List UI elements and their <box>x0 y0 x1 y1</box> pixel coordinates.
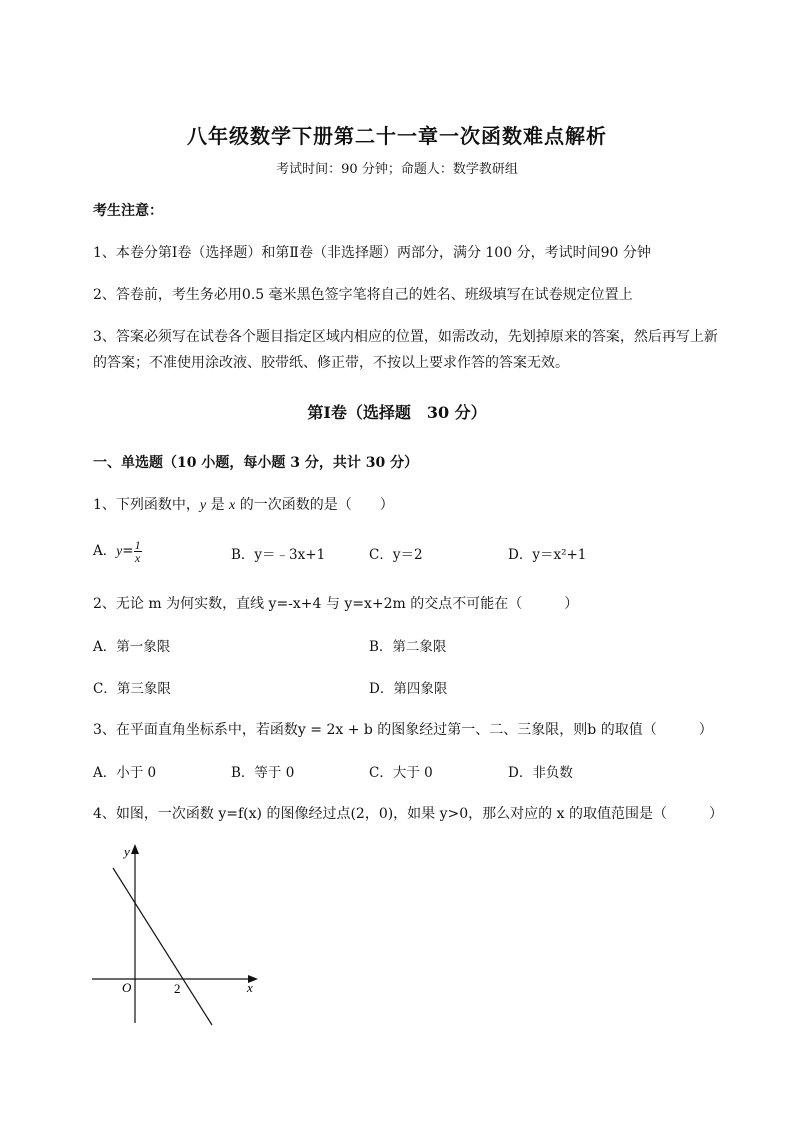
q2-option-b: B．第二象限 <box>369 639 447 655</box>
q1-option-b <box>231 543 325 563</box>
q3-option-a: A．小于 0 <box>93 765 157 781</box>
q1-option-a-eq: = <box>122 543 134 559</box>
y-axis-arrow <box>131 844 139 854</box>
q1-option-a-label: A． <box>93 543 117 559</box>
q1-option-c-text: y＝2 <box>392 547 423 563</box>
q3-option-d: D．非负数 <box>508 765 573 781</box>
part-heading: 一、单选题（10 小题，每小题 3 分，共计 30 分） <box>93 455 419 471</box>
q3-option-c: C．大于 0 <box>369 765 433 781</box>
q1-option-b-text: y＝﹣3x+1 <box>254 547 326 563</box>
question-1-stem <box>93 494 394 514</box>
q1-option-d-text: y＝x²+1 <box>532 547 587 563</box>
notice-item-2: 2、答卷前，考生务必用0.5 毫米黑色签字笔将自己的姓名、班级填写在试卷规定位置上 <box>93 287 633 303</box>
notice-item-1: 1、本卷分第Ⅰ卷（选择题）和第Ⅱ卷（非选择题）两部分，满分 100 分，考试时间90 分钟 <box>93 245 651 261</box>
page-title: 八年级数学下册第二十一章一次函数难点解析 <box>187 124 607 148</box>
q1-option-a-lhs: y <box>116 543 123 558</box>
q1-var-x: x <box>229 498 236 513</box>
x-intercept-label: 2 <box>174 981 181 996</box>
q1-option-c-label: C． <box>369 547 393 563</box>
question-3-stem: 3、在平面直角坐标系中，若函数y = 2x + b 的图象经过第一、二、三象限，则b 的取值（ ） <box>93 722 713 738</box>
q1-option-c <box>369 543 423 563</box>
origin-label: O <box>122 980 132 995</box>
q2-option-d: D．第四象限 <box>369 681 448 697</box>
q3-option-b: B．等于 0 <box>231 765 295 781</box>
section-title: 第Ⅰ卷（选择题 30 分） <box>307 403 487 422</box>
notice-item-3-cont: 的答案；不准使用涂改液、胶带纸、修正带，不按以上要求作答的答案无效。 <box>93 355 569 371</box>
q2-option-c: C．第三象限 <box>93 681 171 697</box>
q1-option-d <box>508 543 586 563</box>
notice-heading: 考生注意： <box>93 203 163 219</box>
q1-option-a-numerator: 1 <box>134 538 141 552</box>
q1-stem-pre: 1、下列函数中， <box>93 497 200 513</box>
q1-stem-post: 的一次函数的是（ ） <box>235 497 394 513</box>
q4-graph-figure <box>90 840 270 1030</box>
question-4-stem: 4、如图，一次函数 y=f(x) 的图像经过点(2，0)，如果 y>0，那么对应的 x 的取值范围是（ ） <box>93 806 723 822</box>
y-axis-label: y <box>124 844 130 859</box>
q1-var-y: y <box>199 498 207 513</box>
exam-info: 考试时间：90 分钟；命题人：数学教研组 <box>276 162 518 177</box>
q1-stem-mid: 是 <box>206 497 230 513</box>
q1-option-a-fraction <box>134 539 142 564</box>
x-axis-label: x <box>247 980 253 995</box>
q2-option-a: A．第一象限 <box>93 639 171 655</box>
q1-option-b-label: B． <box>231 547 255 563</box>
function-line <box>113 868 212 1025</box>
question-2-stem: 2、无论 m 为何实数，直线 y=-x+4 与 y=x+2m 的交点不可能在（ ） <box>93 596 579 612</box>
q1-option-d-label: D． <box>508 547 533 563</box>
q1-option-a <box>93 536 142 566</box>
notice-item-3: 3、答案必须写在试卷各个题目指定区域内相应的位置，如需改动，先划掉原来的答案，然后再写上新 <box>93 329 718 345</box>
q1-option-a-denominator: x <box>134 551 141 565</box>
